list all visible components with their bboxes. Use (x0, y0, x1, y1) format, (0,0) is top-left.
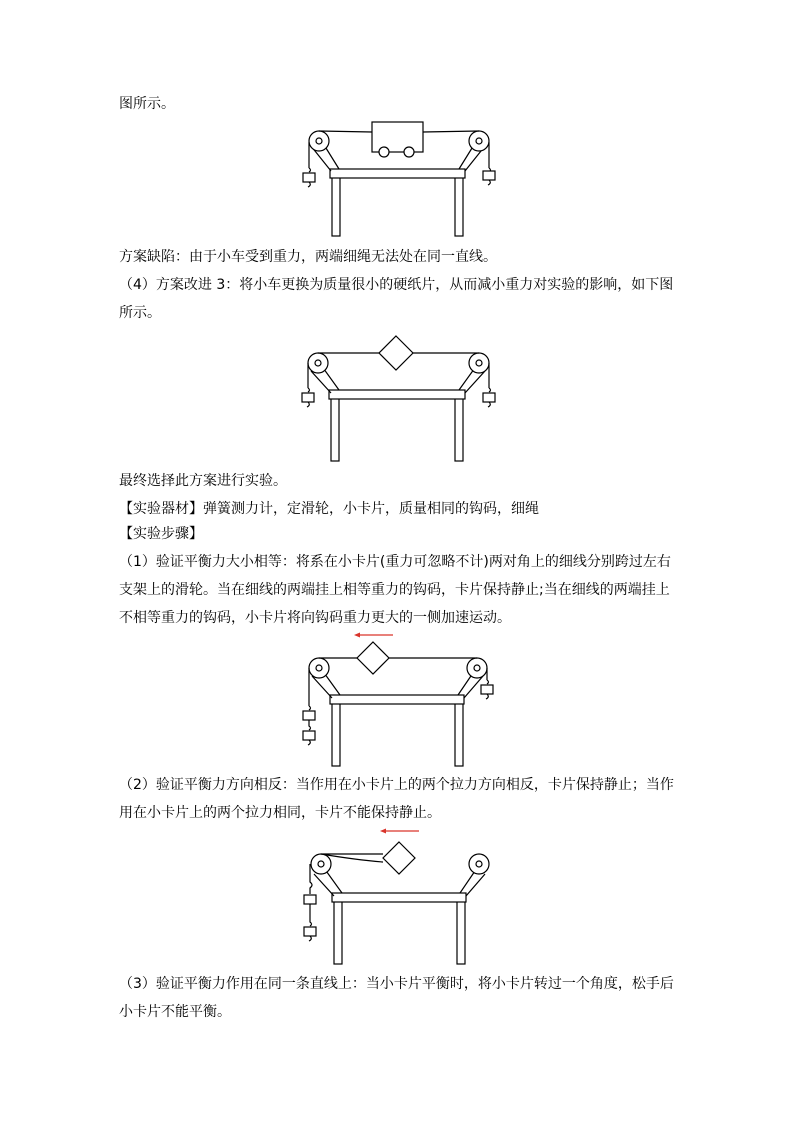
text-line: 【实验步骤】 (119, 526, 203, 542)
text-line: 【实验器材】弹簧测力计，定滑轮，小卡片，质量相同的钩码，细绳 (119, 501, 539, 517)
arrow-head (380, 829, 386, 834)
text-line: 方案缺陷：由于小车受到重力，两端细绳无法处在同一直线。 (119, 249, 497, 265)
figure-card-on-table (293, 333, 503, 465)
text-line: （4）方案改进 3：将小车更换为质量很小的硬纸片，从而减小重力对实验的影响，如下图 (119, 277, 674, 293)
text-line: （1）验证平衡力大小相等：将系在小卡片(重力可忽略不计)两对角上的细线分别跨过左右 (119, 554, 671, 570)
text-line: 最终选择此方案进行实验。 (119, 473, 287, 489)
text-line: 小卡片不能平衡。 (119, 1004, 231, 1020)
figure-unequal-weights (295, 630, 500, 770)
text-line: 不相等重力的钩码，小卡片将向钩码重力更大的一侧加速运动。 (119, 610, 511, 626)
text-line: （2）验证平衡力方向相反：当作用在小卡片上的两个拉力方向相反，卡片保持静止；当作 (119, 777, 674, 793)
figure-cart-on-table (295, 118, 500, 240)
text-line: （3）验证平衡力作用在同一条直线上：当小卡片平衡时，将小卡片转过一个角度，松手后 (119, 976, 674, 992)
text-line: 所示。 (119, 305, 161, 321)
text-line: 图所示。 (119, 96, 175, 112)
figure-same-direction-forces (297, 826, 502, 968)
text-line: 支架上的滑轮。当在细线的两端挂上相等重力的钩码，卡片保持静止;当在细线的两端挂上 (119, 582, 670, 598)
arrow-head (354, 633, 360, 638)
text-line: 用在小卡片上的两个拉力相同，卡片不能保持静止。 (119, 805, 441, 821)
